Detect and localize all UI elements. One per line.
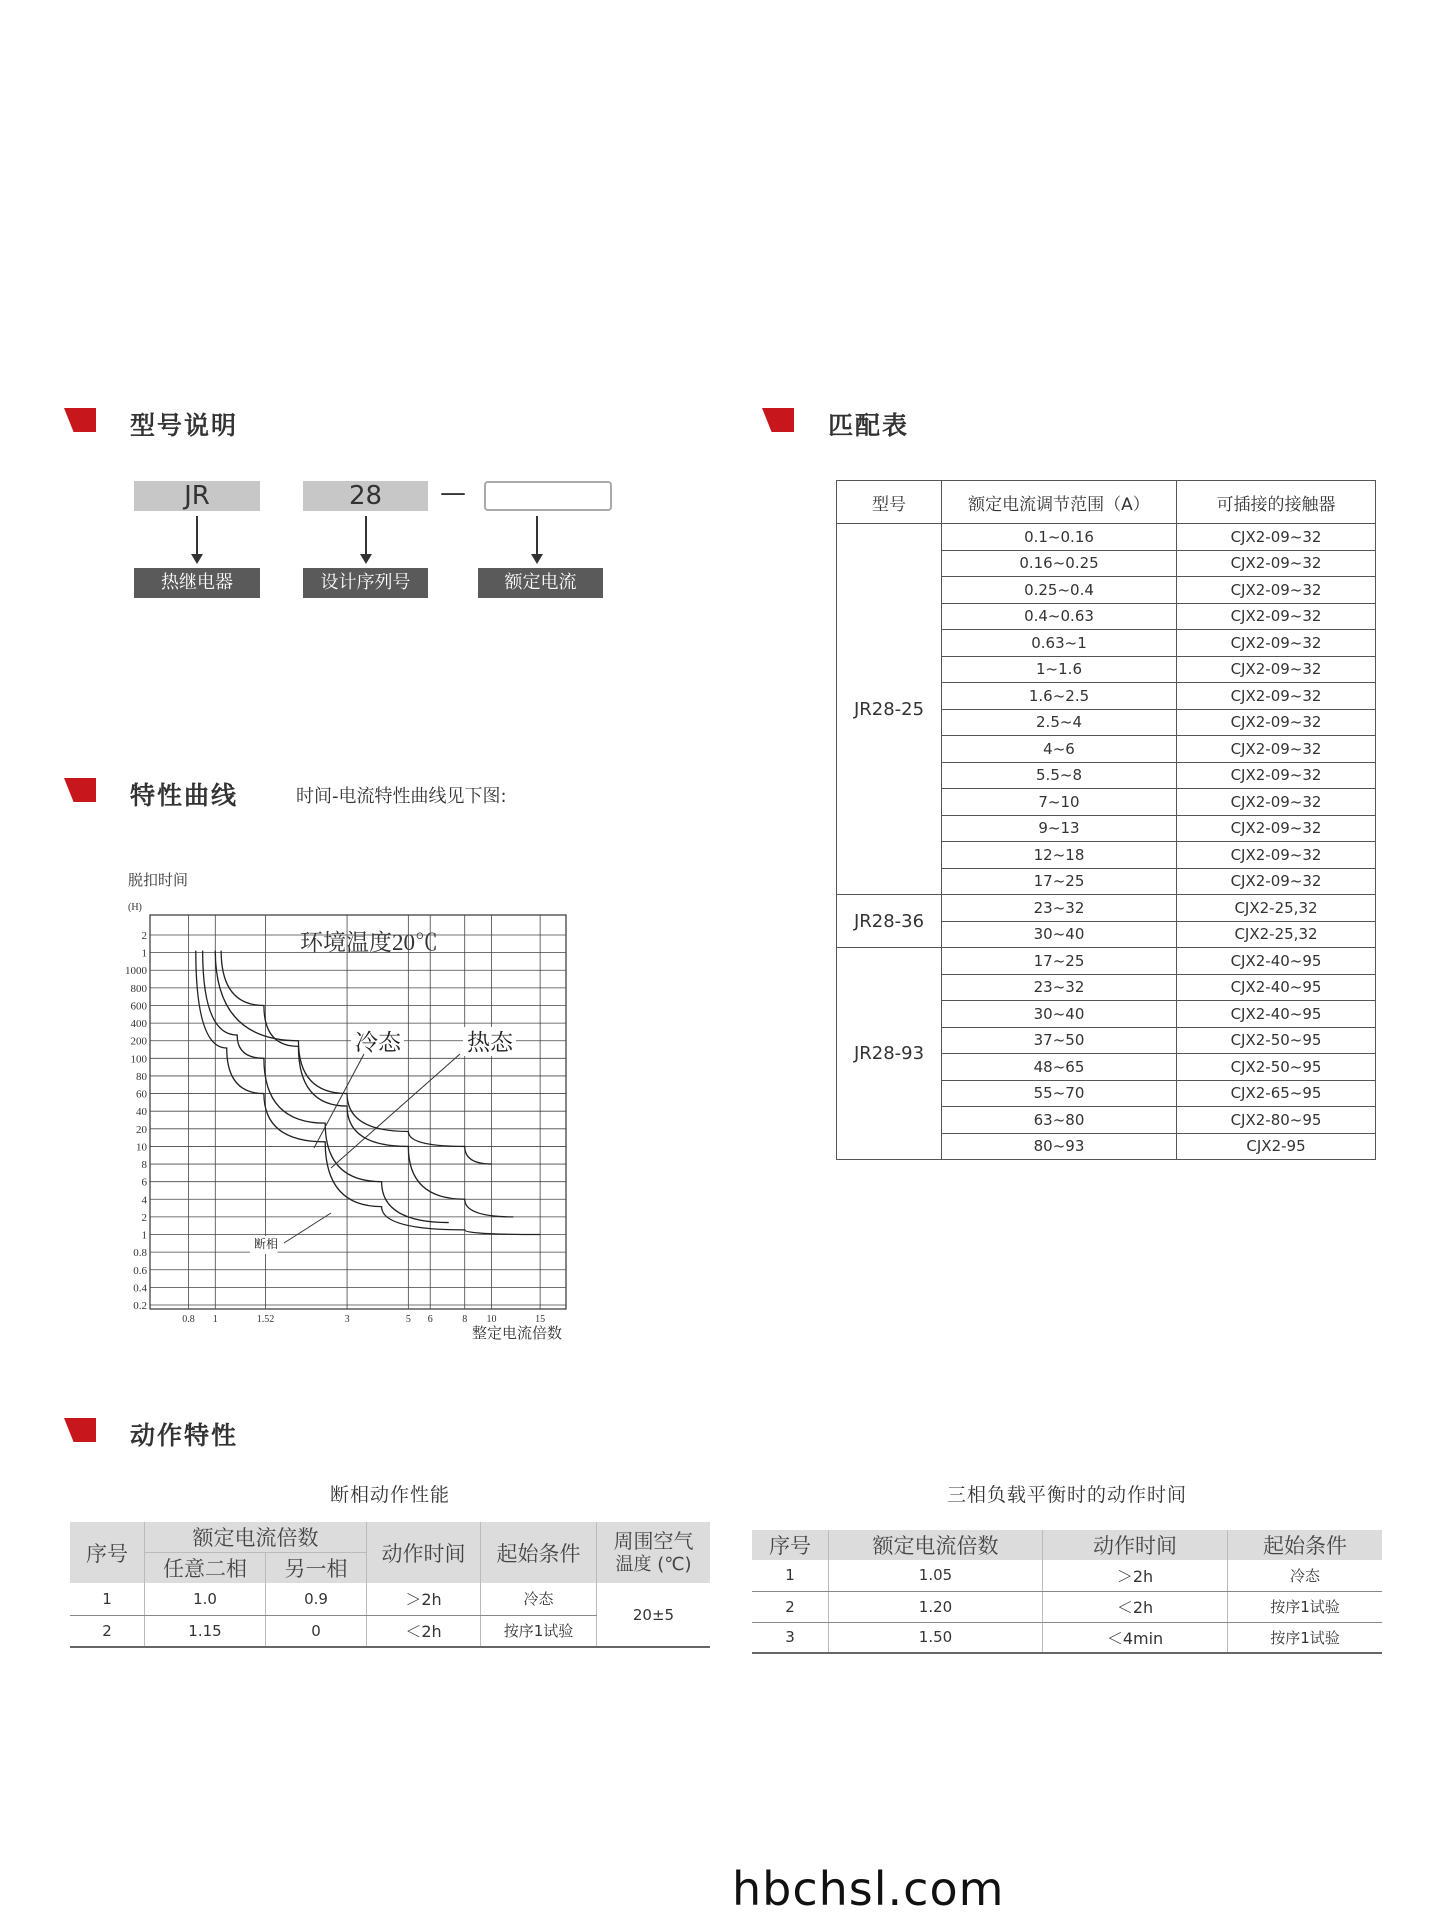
match-header-range: 额定电流调节范围（A）: [942, 481, 1177, 524]
chart-y-tick: 10: [136, 1141, 147, 1154]
chart-y-tick: 4: [141, 1194, 147, 1207]
match-cell-range: 0.16~0.25: [942, 550, 1177, 577]
arrow-down-icon: [531, 554, 543, 564]
left-header-other: 另一相: [266, 1553, 367, 1584]
match-header-contactor: 可插接的接触器: [1177, 481, 1376, 524]
match-cell-contactor: CJX2-09~32: [1177, 524, 1376, 551]
match-cell-range: 1.6~2.5: [942, 683, 1177, 710]
match-cell-range: 30~40: [942, 921, 1177, 948]
chart-y-tick: 20: [136, 1123, 147, 1136]
code-box-28: 28: [303, 481, 428, 511]
right-header-seq: 序号: [752, 1530, 829, 1560]
chart-y-tick: 0.6: [133, 1264, 147, 1277]
chart-y-tick: 40: [136, 1106, 147, 1119]
curve-section-title: 特性曲线: [130, 781, 239, 810]
chart-y-tick: 6: [141, 1176, 147, 1189]
match-cell-range: 23~32: [942, 895, 1177, 922]
right-cell-seq: 3: [752, 1622, 829, 1653]
chart-xlabel: 整定电流倍数: [472, 1326, 563, 1342]
match-cell-contactor: CJX2-09~32: [1177, 656, 1376, 683]
match-cell-contactor: CJX2-80~95: [1177, 1107, 1376, 1134]
left-header-temp-line2: 温度 (℃): [615, 1553, 692, 1575]
arrow-down-icon: [191, 554, 203, 564]
match-cell-range: 17~25: [942, 868, 1177, 895]
match-cell-contactor: CJX2-09~32: [1177, 603, 1376, 630]
chart-y-tick: 0.2: [133, 1300, 147, 1312]
balanced-load-table: [752, 1530, 1382, 1654]
chart-x-tick: 1: [212, 1314, 218, 1325]
left-header-start: 起始条件: [481, 1522, 597, 1583]
match-cell-range: 9~13: [942, 815, 1177, 842]
right-header-start: 起始条件: [1228, 1530, 1383, 1560]
arrow-line: [536, 516, 538, 556]
model-section-title: 型号说明: [130, 411, 239, 440]
phase-loss-table: [70, 1522, 710, 1648]
chart-y-unit: (H): [128, 902, 142, 913]
left-cell-other: 0.9: [266, 1583, 367, 1615]
meaning-box-relay: 热继电器: [134, 568, 260, 598]
match-cell-range: 0.1~0.16: [942, 524, 1177, 551]
match-cell-range: 55~70: [942, 1080, 1177, 1107]
left-header-temp-line1: 周围空气: [613, 1528, 694, 1553]
left-cell-any-two: 1.15: [145, 1615, 266, 1647]
match-cell-range: 1~1.6: [942, 656, 1177, 683]
right-row: [752, 1560, 1382, 1591]
chart-y-tick: 600: [130, 1000, 147, 1013]
match-cell-range: 0.4~0.63: [942, 603, 1177, 630]
chart-series-line: [221, 951, 513, 1217]
match-row: [837, 948, 1376, 975]
chart-y-tick: 1: [141, 1229, 147, 1242]
match-cell-range: 4~6: [942, 736, 1177, 763]
chart-y-tick: 0.8: [133, 1247, 147, 1260]
chart-x-tick: 0.8: [182, 1314, 195, 1325]
chart-x-tick: 10: [486, 1314, 497, 1325]
right-cell-multiple: 1.05: [829, 1560, 1043, 1591]
right-cell-seq: 2: [752, 1591, 829, 1622]
left-header-temp: [597, 1522, 711, 1583]
curve-section-subtitle: 时间-电流特性曲线见下图:: [296, 786, 507, 807]
match-cell-contactor: CJX2-09~32: [1177, 550, 1376, 577]
left-cell-any-two: 1.0: [145, 1583, 266, 1615]
match-cell-model: JR28-25: [837, 524, 942, 895]
left-cell-time: ＞2h: [367, 1583, 481, 1615]
left-header-seq: 序号: [70, 1522, 145, 1583]
right-row: [752, 1591, 1382, 1622]
match-cell-range: 12~18: [942, 842, 1177, 869]
arrow-line: [196, 516, 198, 556]
left-cell-start: 冷态: [481, 1583, 597, 1615]
section-marker-icon: [64, 1418, 96, 1442]
chart-y-tick: 1000: [126, 965, 147, 978]
match-row: [837, 524, 1376, 551]
match-cell-contactor: CJX2-65~95: [1177, 1080, 1376, 1107]
code-box-jr: JR: [134, 481, 260, 511]
match-section-title: 匹配表: [828, 411, 910, 440]
chart-y-tick: 80: [136, 1070, 147, 1083]
chart-y-tick: 8: [141, 1159, 147, 1172]
code-dash: —: [440, 478, 466, 508]
right-header-time: 动作时间: [1043, 1530, 1228, 1560]
right-cell-seq: 1: [752, 1560, 829, 1591]
meaning-box-current: 额定电流: [478, 568, 603, 598]
match-table: [836, 480, 1376, 1160]
trip-curve-svg: [126, 868, 596, 1348]
match-cell-contactor: CJX2-09~32: [1177, 762, 1376, 789]
match-cell-range: 48~65: [942, 1054, 1177, 1081]
arrow-down-icon: [360, 554, 372, 564]
match-cell-range: 0.25~0.4: [942, 577, 1177, 604]
match-cell-contactor: CJX2-09~32: [1177, 842, 1376, 869]
match-cell-contactor: CJX2-09~32: [1177, 868, 1376, 895]
chart-series-line: [196, 951, 540, 1235]
code-box-blank: [484, 481, 612, 511]
right-cell-time: ＜4min: [1043, 1622, 1228, 1653]
chart-y-tick: 2: [141, 1211, 147, 1224]
chart-x-tick: 3: [344, 1314, 350, 1325]
match-cell-range: 7~10: [942, 789, 1177, 816]
match-cell-model: JR28-93: [837, 948, 942, 1160]
chart-x-tick: 8: [462, 1314, 468, 1325]
chart-x-tick: 1.52: [256, 1314, 275, 1325]
chart-x-tick: 15: [535, 1314, 546, 1325]
match-cell-contactor: CJX2-50~95: [1177, 1054, 1376, 1081]
match-cell-contactor: CJX2-25,32: [1177, 921, 1376, 948]
match-cell-contactor: CJX2-09~32: [1177, 683, 1376, 710]
left-header-row-1: [70, 1522, 710, 1553]
right-cell-multiple: 1.20: [829, 1591, 1043, 1622]
left-header-time: 动作时间: [367, 1522, 481, 1583]
left-cell-temp: 20±5: [632, 1605, 675, 1624]
chart-annotation: 冷态: [355, 1030, 401, 1055]
match-cell-range: 80~93: [942, 1133, 1177, 1160]
match-cell-model: JR28-36: [837, 895, 942, 948]
chart-x-tick: 6: [427, 1314, 433, 1325]
match-cell-range: 63~80: [942, 1107, 1177, 1134]
arrow-line: [365, 516, 367, 556]
match-cell-contactor: CJX2-25,32: [1177, 895, 1376, 922]
match-header-model: 型号: [837, 481, 942, 524]
chart-annotation: 热态: [467, 1030, 513, 1055]
left-header-multiple: 额定电流倍数: [145, 1522, 367, 1553]
section-marker-icon: [64, 778, 96, 802]
match-cell-range: 0.63~1: [942, 630, 1177, 657]
right-cell-start: 冷态: [1228, 1560, 1383, 1591]
match-cell-range: 5.5~8: [942, 762, 1177, 789]
match-cell-contactor: CJX2-40~95: [1177, 974, 1376, 1001]
right-cell-start: 按序1试验: [1270, 1628, 1340, 1647]
chart-y-tick: 200: [130, 1035, 147, 1048]
match-cell-contactor: CJX2-09~32: [1177, 630, 1376, 657]
match-cell-contactor: CJX2-50~95: [1177, 1027, 1376, 1054]
left-cell-seq: 1: [70, 1583, 145, 1615]
left-cell-time: ＜2h: [367, 1615, 481, 1647]
chart-frame: [150, 915, 566, 1309]
chart-y-tick: 0.4: [133, 1282, 147, 1295]
match-cell-contactor: CJX2-09~32: [1177, 815, 1376, 842]
match-cell-contactor: CJX2-09~32: [1177, 709, 1376, 736]
chart-pointer-line: [284, 1213, 331, 1243]
right-header-multiple: 额定电流倍数: [829, 1530, 1043, 1560]
left-header-any-two: 任意二相: [145, 1553, 266, 1584]
section-marker-icon: [762, 408, 794, 432]
left-cell-other: 0: [266, 1615, 367, 1647]
match-header-row: [837, 481, 1376, 524]
right-cell-start: 按序1试验: [1228, 1591, 1383, 1622]
match-row: [837, 895, 1376, 922]
trip-curve-chart: [126, 868, 596, 1348]
section-marker-icon: [64, 408, 96, 432]
action-section-title: 动作特性: [130, 1421, 239, 1450]
chart-y-tick: 800: [130, 982, 147, 995]
match-cell-range: 17~25: [942, 948, 1177, 975]
match-cell-range: 23~32: [942, 974, 1177, 1001]
chart-title: 环境温度20℃: [300, 930, 438, 955]
right-header-row: [752, 1530, 1382, 1560]
chart-y-tick: 2: [141, 930, 147, 942]
match-cell-contactor: CJX2-09~32: [1177, 577, 1376, 604]
match-cell-contactor: CJX2-09~32: [1177, 789, 1376, 816]
left-table-caption: 断相动作性能: [329, 1484, 450, 1506]
chart-annotation: 断相: [254, 1237, 279, 1251]
chart-y-tick: 100: [130, 1053, 147, 1066]
chart-ylabel: 脱扣时间: [128, 873, 189, 889]
match-cell-contactor: CJX2-09~32: [1177, 736, 1376, 763]
chart-y-tick: 1: [141, 947, 147, 960]
left-cell-start: 按序1试验: [481, 1615, 597, 1647]
right-table-caption: 三相负载平衡时的动作时间: [946, 1484, 1187, 1506]
right-cell-multiple: 1.50: [829, 1622, 1043, 1653]
match-cell-contactor: CJX2-40~95: [1177, 1001, 1376, 1028]
right-row: [752, 1622, 1382, 1653]
right-cell-time: ＜2h: [1043, 1591, 1228, 1622]
meaning-box-series: 设计序列号: [303, 568, 428, 598]
match-cell-contactor: CJX2-95: [1177, 1133, 1376, 1160]
match-cell-contactor: CJX2-40~95: [1177, 948, 1376, 975]
chart-y-tick: 60: [136, 1088, 147, 1101]
match-cell-range: 2.5~4: [942, 709, 1177, 736]
chart-y-tick: 400: [130, 1018, 147, 1031]
chart-x-tick: 5: [405, 1314, 411, 1325]
right-cell-time: ＞2h: [1043, 1560, 1228, 1591]
left-row-1: [70, 1583, 710, 1615]
match-cell-range: 30~40: [942, 1001, 1177, 1028]
match-cell-range: 37~50: [942, 1027, 1177, 1054]
website-url: hbchsl.com: [732, 1862, 1005, 1916]
left-cell-seq: 2: [70, 1615, 145, 1647]
